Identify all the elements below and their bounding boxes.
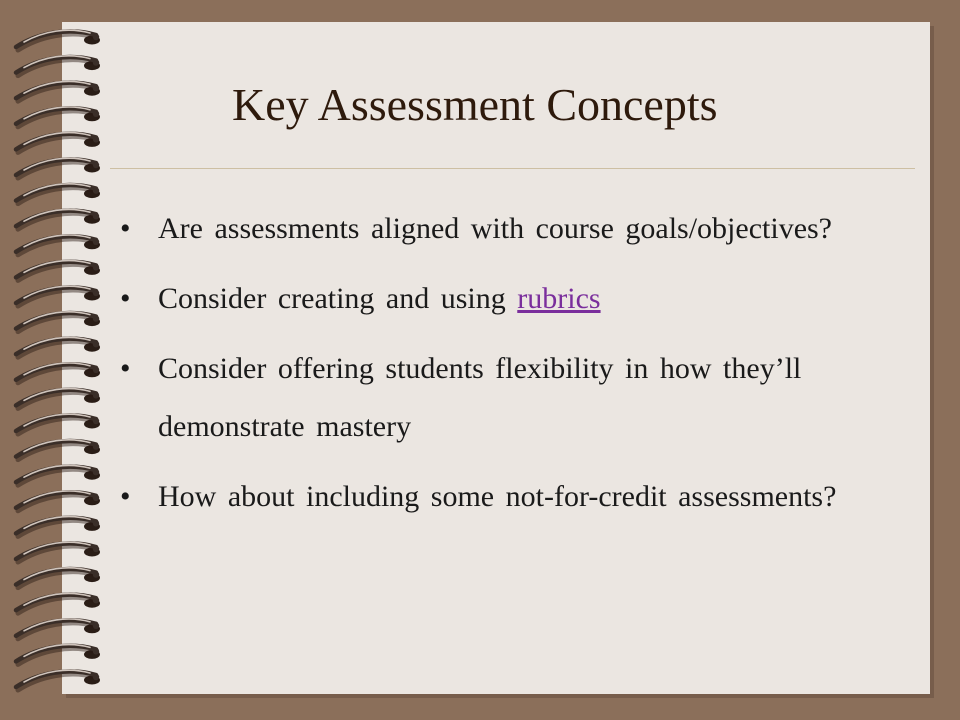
rubrics-link[interactable]: rubrics <box>517 282 601 315</box>
spiral-ring <box>16 645 100 665</box>
bullet-dot: • <box>120 282 131 315</box>
spiral-ring <box>16 312 100 332</box>
list-item <box>120 200 840 258</box>
bullet-text: Are assessments aligned with course goals/objectives? <box>158 212 832 245</box>
spiral-ring <box>16 133 100 153</box>
spiral-ring <box>16 440 100 460</box>
spiral-ring <box>16 286 100 306</box>
spiral-ring <box>16 363 100 383</box>
bullet-dot: • <box>120 480 131 513</box>
list-item <box>120 270 840 328</box>
bullet-dot: • <box>120 212 131 245</box>
bullet-text: Consider offering students flexibility in how they’ll demonstrate mastery <box>158 352 802 443</box>
spiral-ring <box>16 107 100 127</box>
spiral-ring <box>16 389 100 409</box>
spiral-ring <box>16 593 100 613</box>
title-divider <box>110 168 915 169</box>
spiral-ring <box>16 81 100 101</box>
bullet-list <box>120 200 840 526</box>
spiral-ring <box>16 465 100 485</box>
spiral-ring <box>16 56 100 76</box>
spiral-ring <box>16 619 100 639</box>
spiral-ring <box>16 337 100 357</box>
bullet-text: Consider creating and using <box>158 282 518 315</box>
spiral-binding-icon <box>0 0 130 720</box>
spiral-ring <box>16 517 100 537</box>
spiral-ring <box>16 30 100 50</box>
spiral-ring <box>16 670 100 690</box>
spiral-ring <box>16 491 100 511</box>
bullet-text: How about including some not-for-credit assessments? <box>158 480 837 513</box>
spiral-ring <box>16 209 100 229</box>
spiral-ring <box>16 158 100 178</box>
spiral-ring <box>16 235 100 255</box>
spiral-ring <box>16 542 100 562</box>
spiral-ring <box>16 414 100 434</box>
slide-title: Key Assessment Concepts <box>232 79 718 130</box>
list-item <box>120 340 840 456</box>
spiral-ring <box>16 261 100 281</box>
list-item <box>120 468 840 526</box>
bullet-dot: • <box>120 352 131 385</box>
spiral-ring <box>16 568 100 588</box>
spiral-ring <box>16 184 100 204</box>
